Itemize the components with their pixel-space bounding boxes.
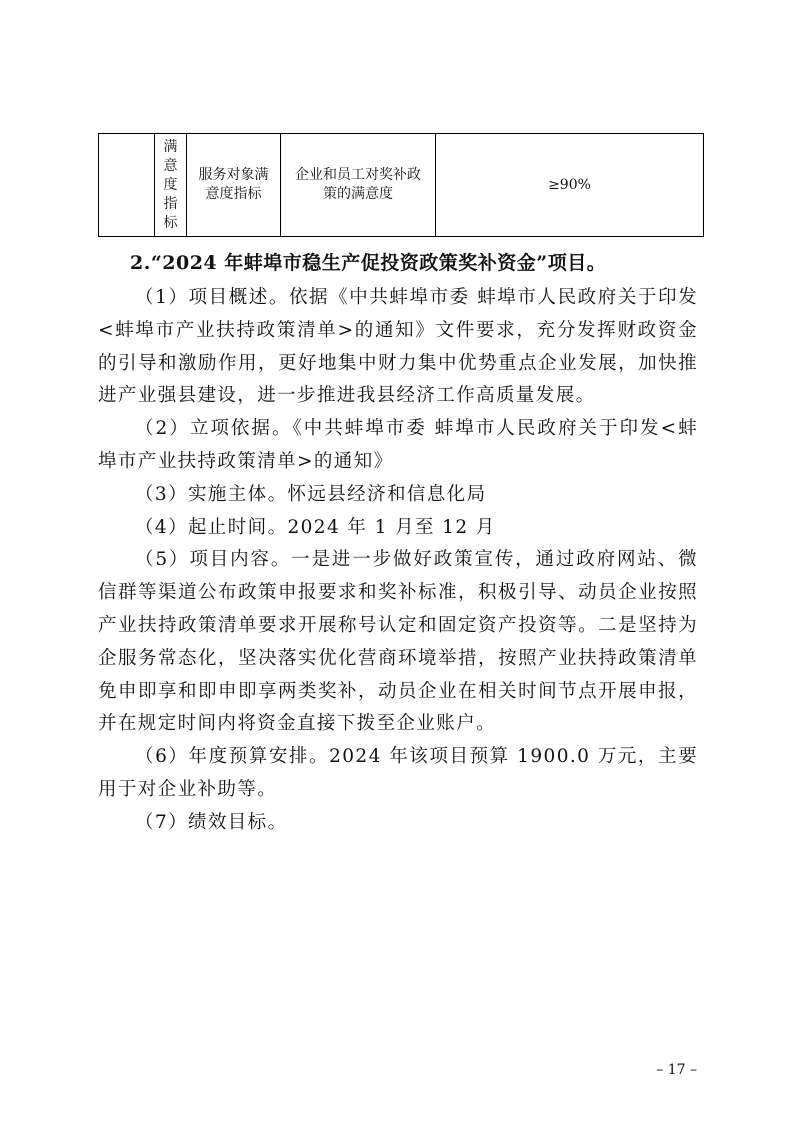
section-heading: 2.“2024 年蚌埠市稳生产促投资政策奖补资金”项目。 <box>130 252 607 274</box>
table-cell-value: ≥90% <box>436 134 704 237</box>
table-row <box>99 134 704 237</box>
performance-table <box>98 133 704 237</box>
table-cell-level1 <box>99 134 155 237</box>
paragraph-basis: （2）立项依据。《中共蚌埠市委 蚌埠市人民政府关于印发<蚌埠市产业扶持政策清单>的通知》 <box>98 418 698 472</box>
body-text <box>98 282 698 840</box>
table-cell-level3: 服务对象满意度指标 <box>187 134 281 237</box>
paragraph-content: （5）项目内容。一是进一步做好政策宣传，通过政府网站、微信群等渠道公布政策申报要求和奖补标准，积极引导、动员企业按照产业扶持政策清单要求开展称号认定和固定资产投资等。二是坚持为企服务常态化，坚决落实优化营商环境举措，按照产业扶持政策清单免申即享和即申即享两类奖补，动员企业在相关时间节点开展申报，并在规定时间内将资金直接下拨至企业账户。 <box>98 549 698 735</box>
paragraph-budget: （6）年度预算安排。2024 年该项目预算 1900.0 万元，主要用于对企业补助等。 <box>98 746 698 800</box>
paragraph-implementer: （3）实施主体。怀远县经济和信息化局 <box>135 483 487 505</box>
paragraph-overview: （1）项目概述。依据《中共蚌埠市委 蚌埠市人民政府关于印发<蚌埠市产业扶持政策清单>的通知》文件要求，充分发挥财政资金的引导和激励作用，更好地集中财力集中优势重点企业发展，加快推进产业强县建设，进一步推进我县经济工作高质量发展。 <box>98 287 698 407</box>
paragraph-period: （4）起止时间。2024 年 1 月至 12 月 <box>135 516 496 538</box>
table-cell-level2: 满意度指标 <box>155 134 187 237</box>
table-cell-indicator: 企业和员工对奖补政策的满意度 <box>281 134 436 237</box>
page-number: – 17 – <box>656 1062 697 1078</box>
paragraph-targets: （7）绩效目标。 <box>135 811 288 833</box>
performance-table-fragment <box>98 133 703 237</box>
